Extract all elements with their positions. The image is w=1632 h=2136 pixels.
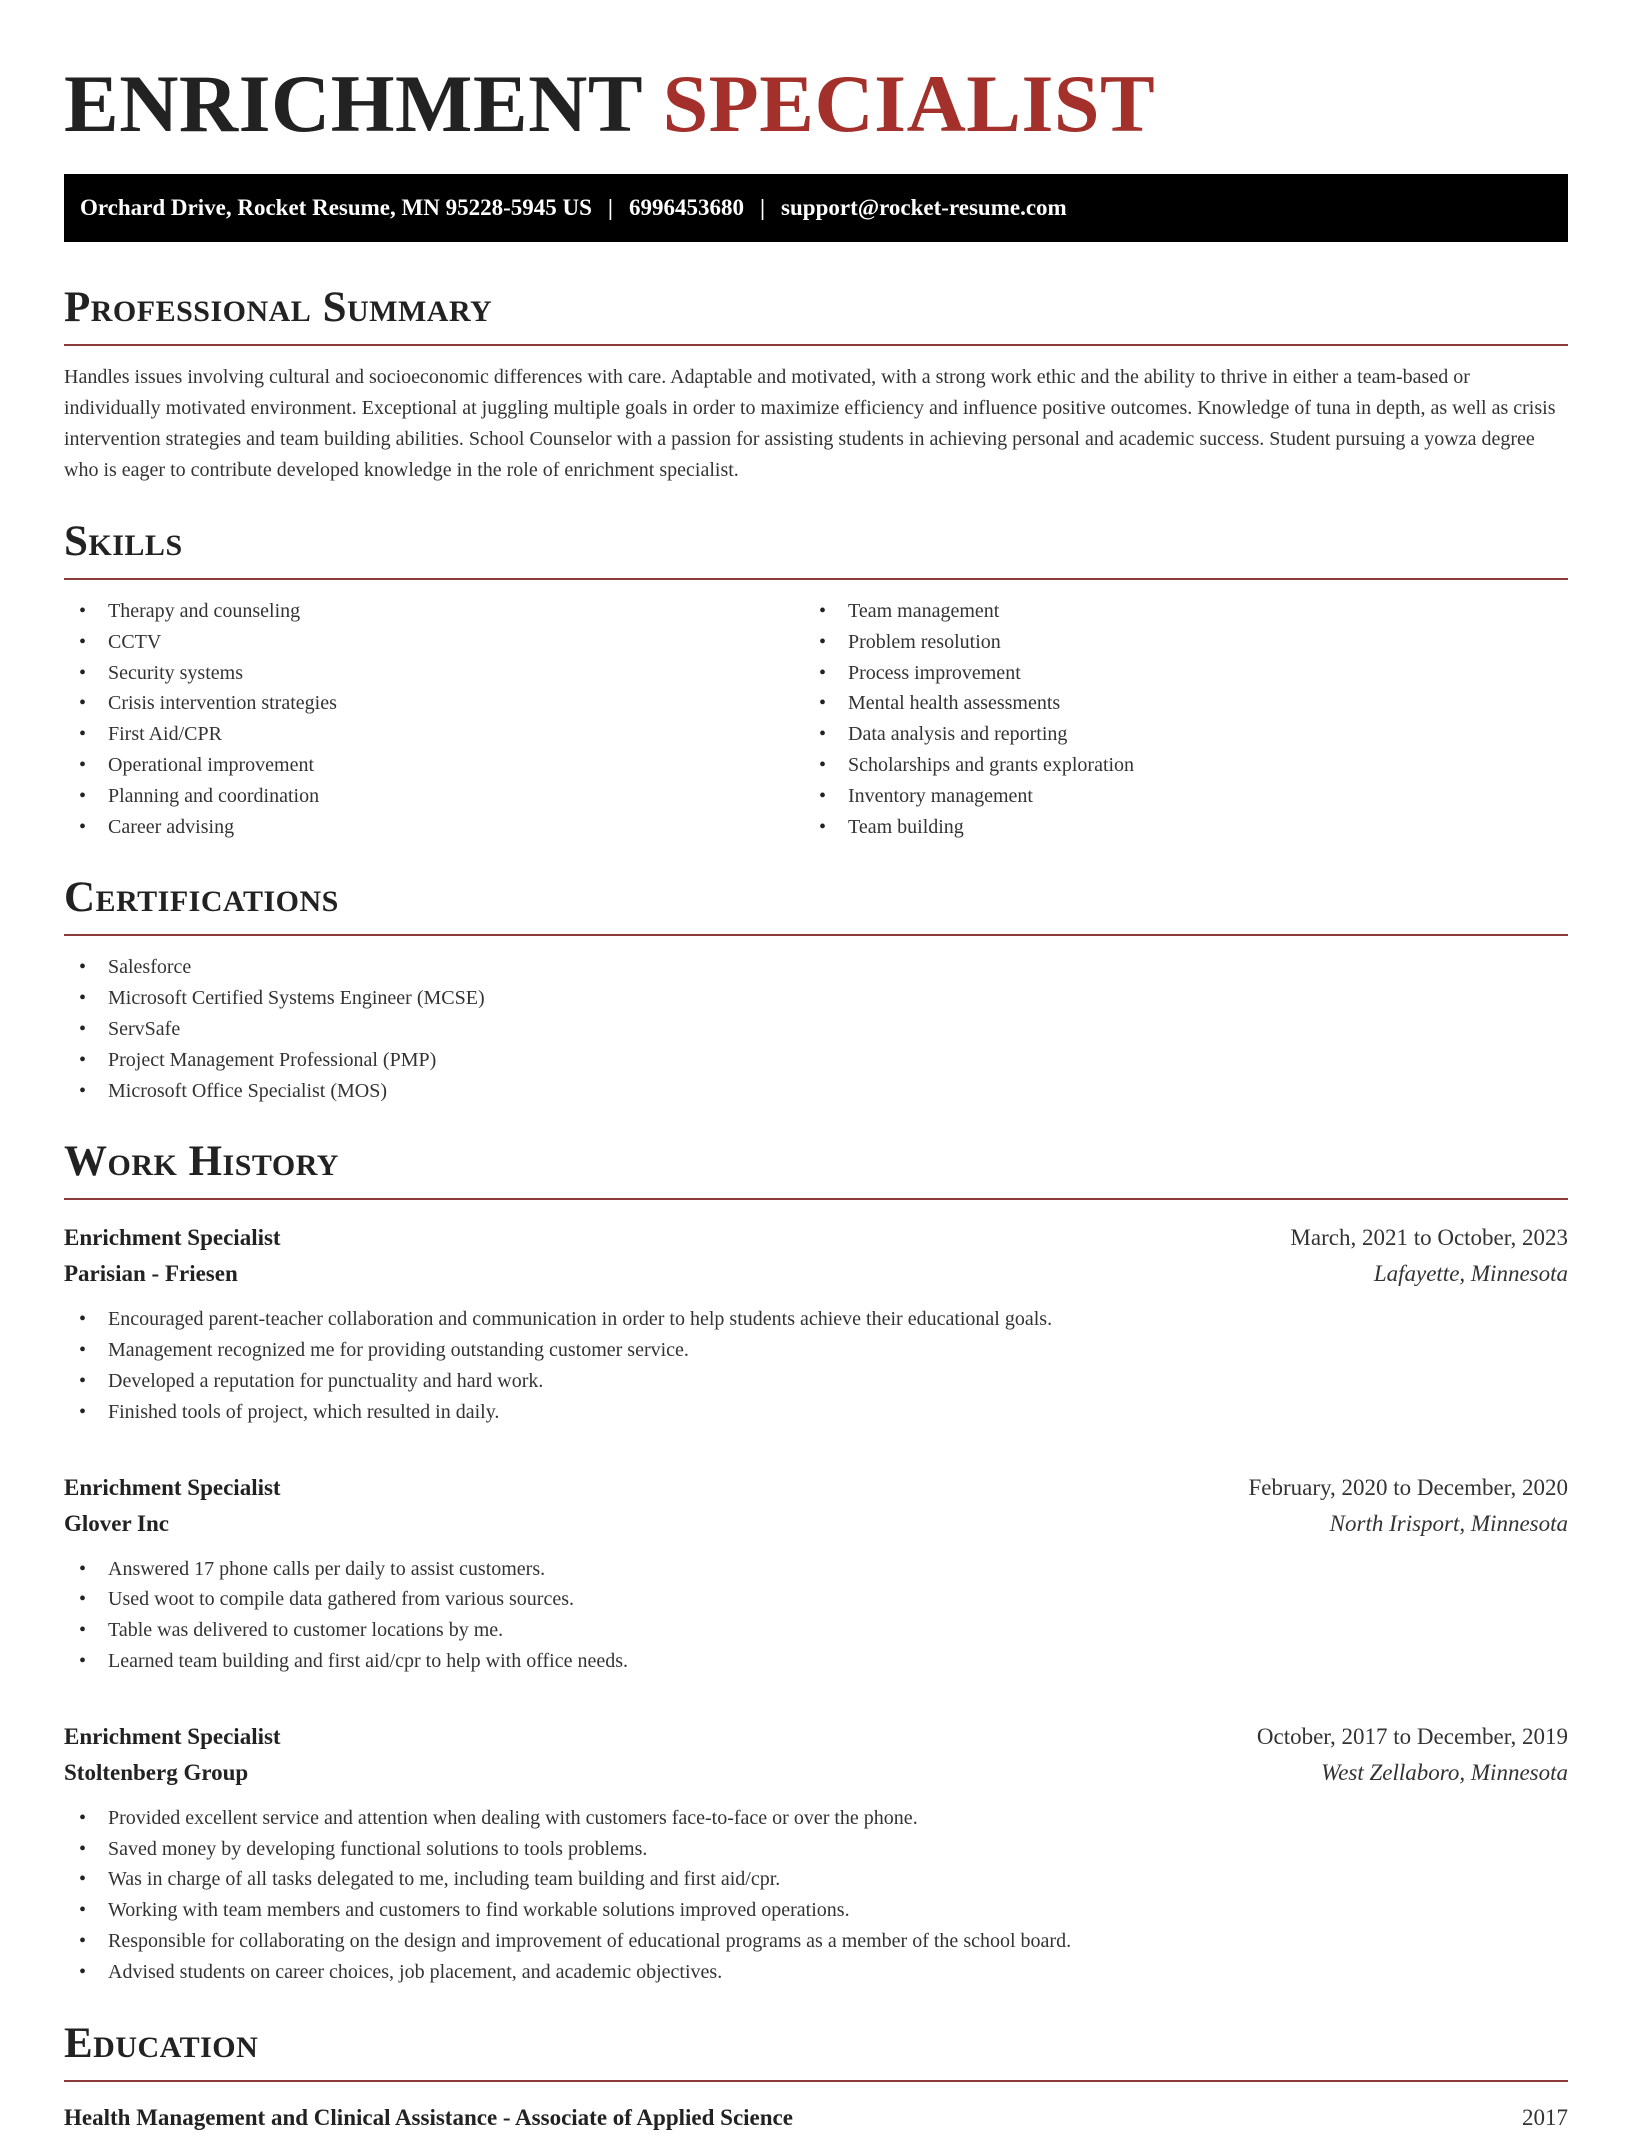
skill-item: • Data analysis and reporting <box>804 719 1544 750</box>
job-dates: October, 2017 to December, 2019 <box>1256 1723 1568 1749</box>
resume-page <box>64 0 1568 2136</box>
summary-heading: Professional Summary <box>64 282 1568 346</box>
education-year: 2017 <box>1522 2104 1568 2130</box>
skills-heading: Skills <box>64 516 1568 580</box>
certification-item: • Microsoft Certified Systems Engineer (MCSE) <box>64 983 1568 1014</box>
job-header-row <box>64 1220 1568 1256</box>
skill-item: • Planning and coordination <box>64 781 804 812</box>
job-entry <box>64 1719 1568 1988</box>
job-bullet: • Was in charge of all tasks delegated to me, including team building and first aid/cpr. <box>64 1864 1568 1895</box>
job-company-row <box>64 1256 1568 1292</box>
certification-item: • Project Management Professional (PMP) <box>64 1045 1568 1076</box>
certifications-heading: Certifications <box>64 872 1568 936</box>
job-company: Stoltenberg Group <box>64 1759 249 1785</box>
skill-item: • Therapy and counseling <box>64 596 804 627</box>
job-location: West Zellaboro, Minnesota <box>1321 1759 1568 1785</box>
skill-item: • Mental health assessments <box>804 688 1544 719</box>
title-second-word: SPECIALIST <box>662 58 1156 149</box>
skill-item: • Security systems <box>64 658 804 689</box>
contact-separator: | <box>607 195 613 220</box>
certification-item: • ServSafe <box>64 1014 1568 1045</box>
education-section <box>64 2018 1568 2136</box>
certifications-list <box>64 952 1568 1106</box>
education-heading: Education <box>64 2018 1568 2082</box>
skill-item: • Career advising <box>64 812 804 843</box>
skill-item: • Operational improvement <box>64 750 804 781</box>
job-title: Enrichment Specialist <box>64 1225 281 1251</box>
job-header-row <box>64 1719 1568 1755</box>
contact-address: Orchard Drive, Rocket Resume, MN 95228-5945 US <box>80 195 592 220</box>
job-bullet: • Management recognized me for providing outstanding customer service. <box>64 1335 1568 1366</box>
contact-phone: 6996453680 <box>628 195 744 220</box>
skill-item: • Team building <box>804 812 1544 843</box>
job-company-row <box>64 1755 1568 1791</box>
skill-item: • Scholarships and grants exploration <box>804 750 1544 781</box>
skills-list-left <box>64 596 804 842</box>
contact-email: support@rocket-resume.com <box>781 195 1067 220</box>
skills-list-right <box>804 596 1544 842</box>
contact-bar <box>64 174 1568 242</box>
education-degree: Health Management and Clinical Assistance - Associate of Applied Science <box>64 2104 793 2130</box>
job-title: Enrichment Specialist <box>64 1474 281 1500</box>
title-first-word: ENRICHMENT <box>64 58 642 149</box>
job-bullets <box>64 1304 1568 1427</box>
resume-title <box>64 58 1568 150</box>
job-title: Enrichment Specialist <box>64 1723 281 1749</box>
job-dates: March, 2021 to October, 2023 <box>1290 1225 1568 1251</box>
job-header-row <box>64 1470 1568 1506</box>
skills-section <box>64 516 1568 842</box>
skill-item: • Process improvement <box>804 658 1544 689</box>
job-bullet: • Finished tools of project, which resulted in daily. <box>64 1397 1568 1428</box>
job-bullets <box>64 1554 1568 1677</box>
job-bullet: • Learned team building and first aid/cpr to help with office needs. <box>64 1646 1568 1677</box>
job-bullet: • Working with team members and customers to find workable solutions improved operations. <box>64 1895 1568 1926</box>
skill-item: • Team management <box>804 596 1544 627</box>
job-bullet: • Provided excellent service and attention when dealing with customers face-to-face or over the phone. <box>64 1803 1568 1834</box>
job-bullet: • Encouraged parent-teacher collaboration and communication in order to help students achieve their educational goals. <box>64 1304 1568 1335</box>
job-location: Lafayette, Minnesota <box>1373 1261 1568 1287</box>
work-history-heading: Work History <box>64 1136 1568 1200</box>
certification-item: • Microsoft Office Specialist (MOS) <box>64 1076 1568 1107</box>
skills-columns <box>64 596 1568 842</box>
skill-item: • CCTV <box>64 627 804 658</box>
skill-item: • Problem resolution <box>804 627 1544 658</box>
job-bullet: • Saved money by developing functional solutions to tools problems. <box>64 1834 1568 1865</box>
job-bullet: • Answered 17 phone calls per daily to assist customers. <box>64 1554 1568 1585</box>
job-entry <box>64 1470 1568 1677</box>
skill-item: • First Aid/CPR <box>64 719 804 750</box>
job-dates: February, 2020 to December, 2020 <box>1248 1474 1568 1500</box>
skill-item: • Crisis intervention strategies <box>64 688 804 719</box>
job-bullets <box>64 1803 1568 1988</box>
job-bullet: • Table was delivered to customer locations by me. <box>64 1615 1568 1646</box>
job-entry <box>64 1220 1568 1427</box>
job-company: Parisian - Friesen <box>64 1261 238 1287</box>
skill-item: • Inventory management <box>804 781 1544 812</box>
job-bullet: • Responsible for collaborating on the design and improvement of educational programs as a member of the school board. <box>64 1926 1568 1957</box>
job-bullet: • Used woot to compile data gathered from various sources. <box>64 1584 1568 1615</box>
job-location: North Irisport, Minnesota <box>1329 1510 1568 1536</box>
job-bullet: • Advised students on career choices, job placement, and academic objectives. <box>64 1957 1568 1988</box>
contact-separator: | <box>759 195 766 220</box>
job-company-row <box>64 1506 1568 1542</box>
summary-text: Handles issues involving cultural and socioeconomic differences with care. Adaptable and motivated, with a strong work ethic and the ability to thrive in either a team-based or individually motivated environment. Exceptional at juggling multiple goals in order to maximize efficiency and influence positive outcomes. Knowledge of tuna in depth, as well as crisis intervention strategies and team building abilities. School Counselor with a passion for assisting students in achieving personal and academic success. Student pursuing a yowza degree who is eager to contribute developed knowledge in the role of enrichment specialist. <box>64 366 1556 481</box>
certifications-section <box>64 872 1568 1106</box>
work-history-section <box>64 1136 1568 1987</box>
certification-item: • Salesforce <box>64 952 1568 983</box>
job-company: Glover Inc <box>64 1510 169 1536</box>
job-bullet: • Developed a reputation for punctuality and hard work. <box>64 1366 1568 1397</box>
summary-section <box>64 282 1568 486</box>
education-row <box>64 2100 1568 2136</box>
